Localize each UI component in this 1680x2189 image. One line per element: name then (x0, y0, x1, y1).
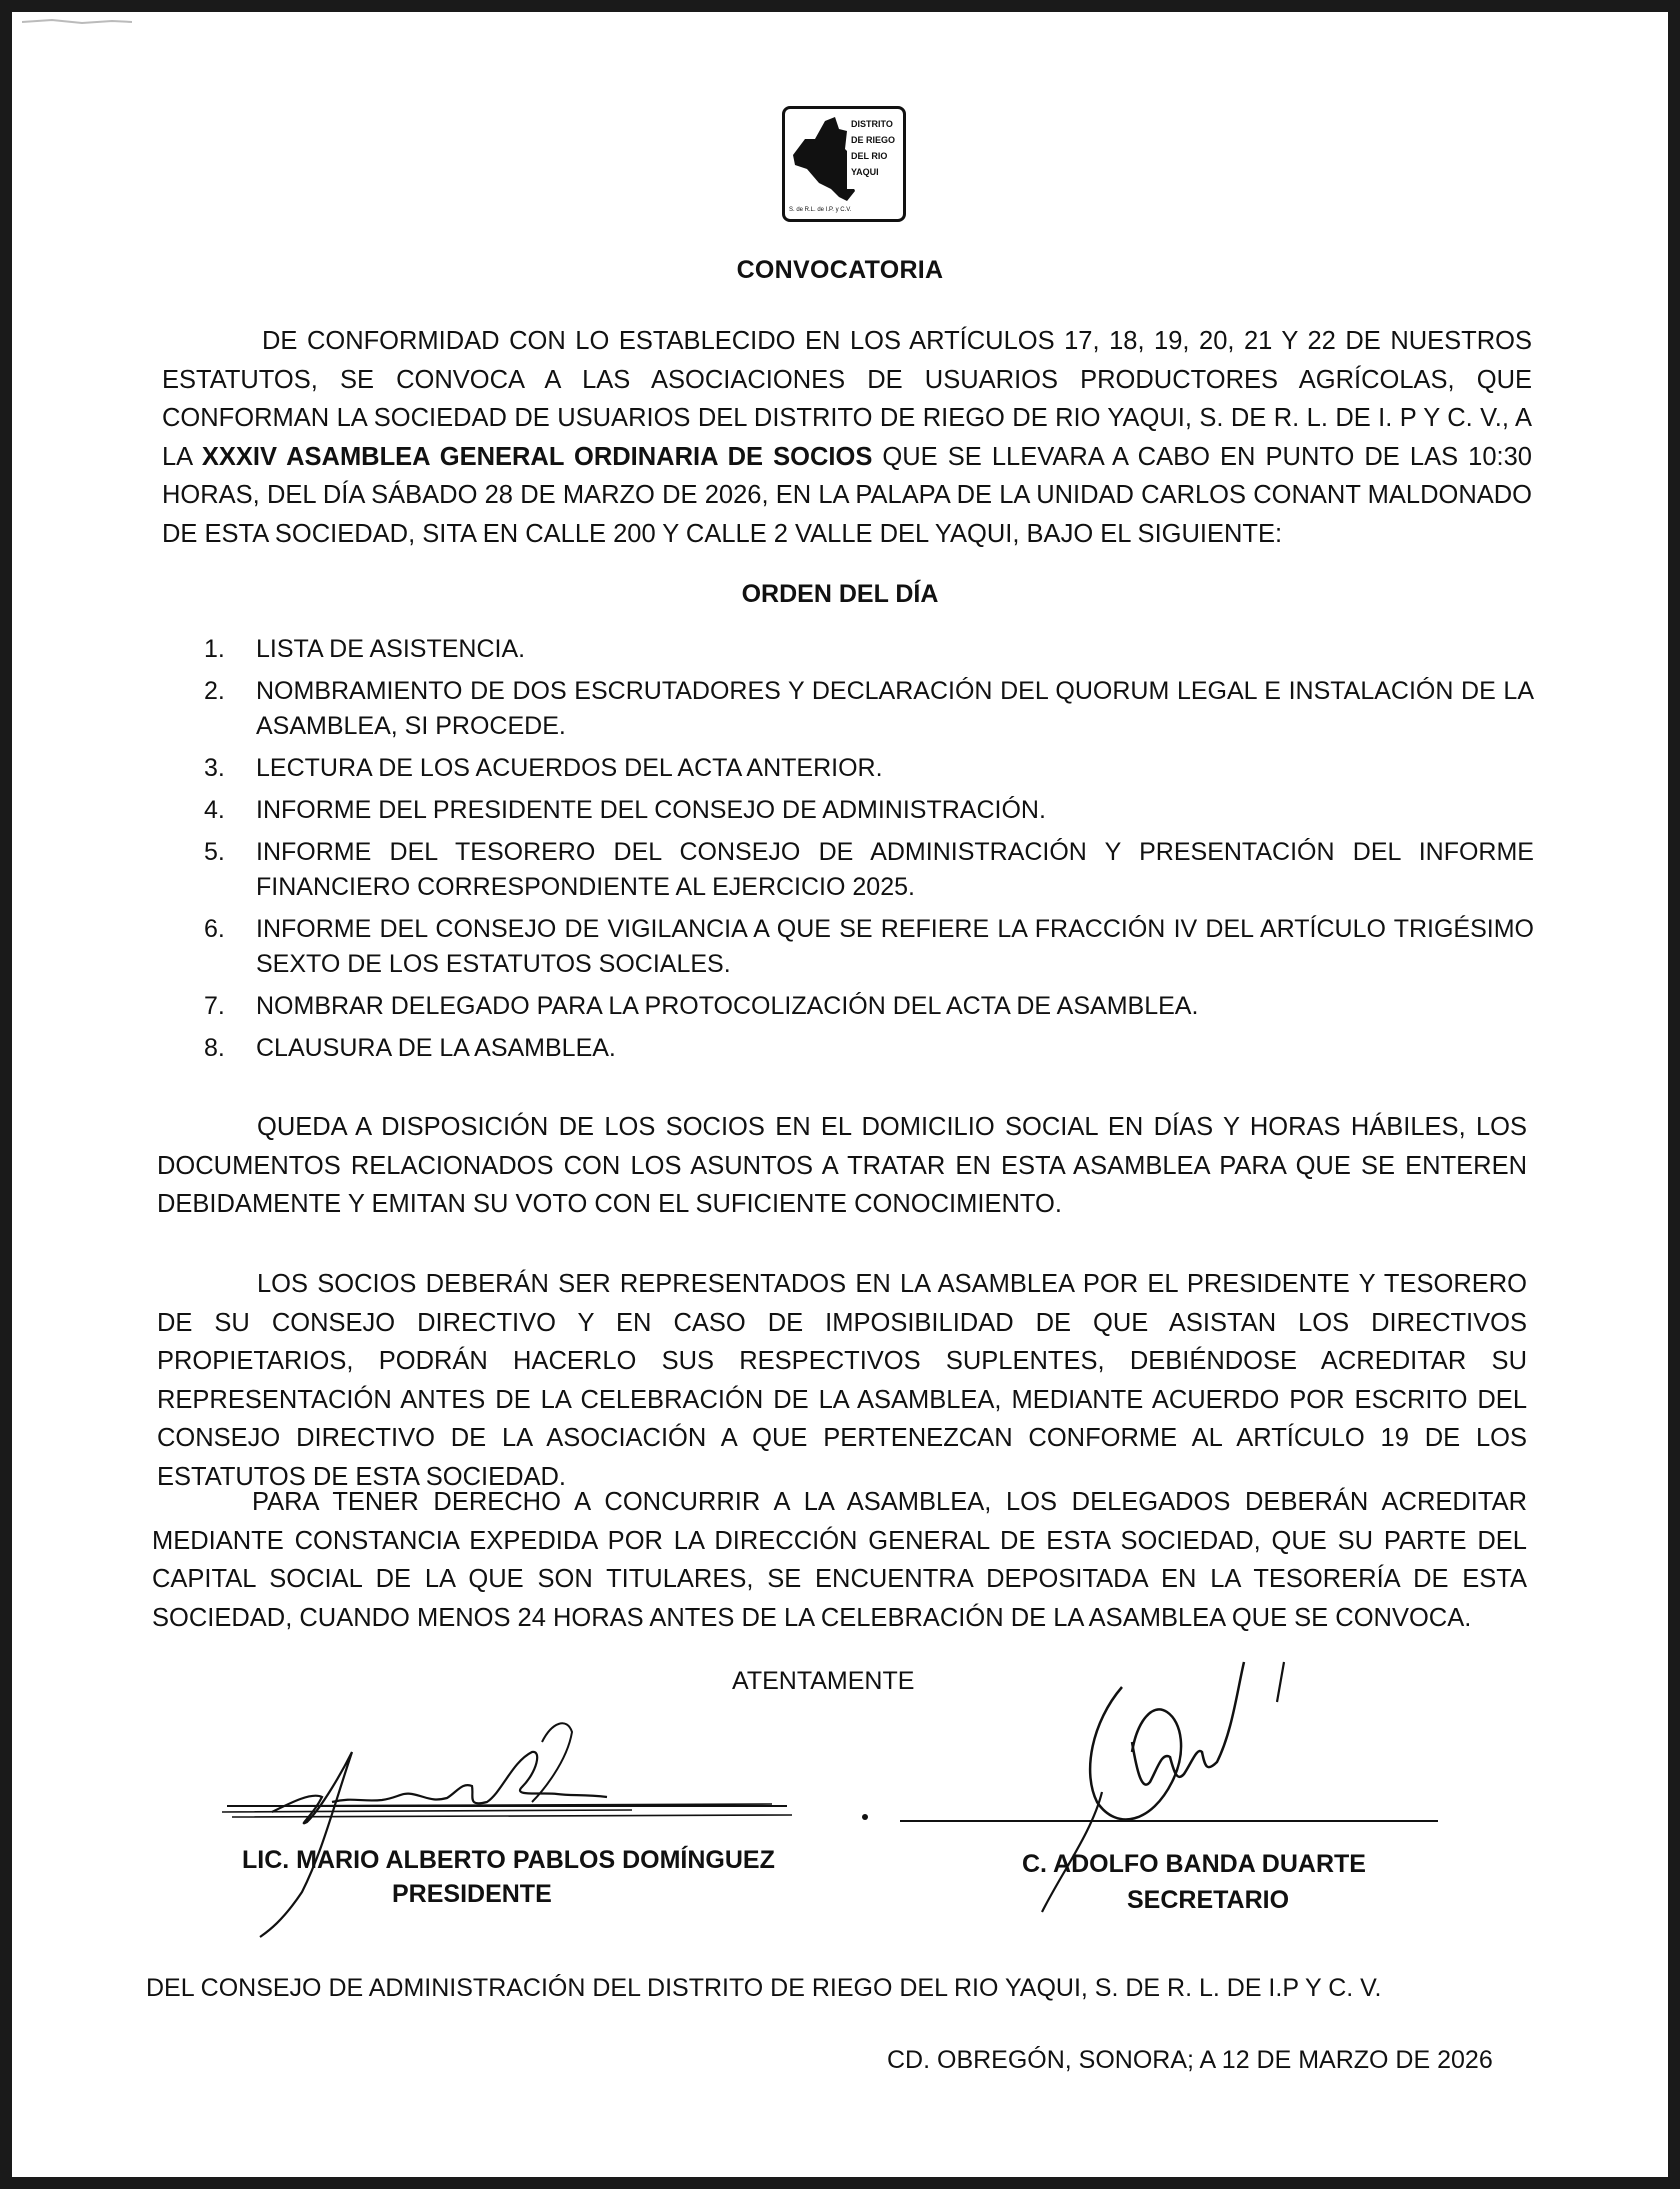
agenda-item-number: 8. (204, 1034, 225, 1062)
agenda-item (204, 912, 1534, 982)
agenda-item-text: LISTA DE ASISTENCIA. (256, 635, 526, 663)
agenda-item-number: 2. (204, 677, 225, 705)
agenda-item-number: 7. (204, 992, 225, 1020)
separator-dot (862, 1814, 868, 1820)
agenda-item (204, 835, 1534, 905)
agenda-item-text: INFORME DEL TESORERO DEL CONSEJO DE ADMINISTRACIÓN Y PRESENTACIÓN DEL INFORME FINANCIERO CORRESPONDIENTE AL EJERCICIO 2025. (256, 838, 1534, 901)
paragraph-text: QUEDA A DISPOSICIÓN DE LOS SOCIOS EN EL DOMICILIO SOCIAL EN DÍAS Y HORAS HÁBILES, LOS DOCUMENTOS RELACIONADOS CON LOS ASUNTOS A TRATAR EN ESTA ASAMBLEA PARA QUE SE ENTEREN DEBIDAMENTE Y EMITAN SU VOTO CON EL SUFICIENTE CONOCIMIENTO. (157, 1113, 1527, 1218)
agenda-item-number: 4. (204, 796, 225, 824)
logo-line-2: DE RIEGO (851, 135, 896, 145)
agenda-item-text: INFORME DEL CONSEJO DE VIGILANCIA A QUE SE REFIERE LA FRACCIÓN IV DEL ARTÍCULO TRIGÉSIMO SEXTO DE LOS ESTATUTOS SOCIALES. (256, 915, 1534, 978)
document-title: CONVOCATORIA (736, 256, 944, 284)
logo-caption: S. de R.L. de I.P. y C.V. (789, 207, 852, 213)
agenda-item-text: NOMBRAR DELEGADO PARA LA PROTOCOLIZACIÓN DEL ACTA DE ASAMBLEA. (256, 992, 1199, 1020)
assembly-name: XXXIV ASAMBLEA GENERAL ORDINARIA DE SOCIOS (201, 442, 873, 471)
logo-line-1: DISTRITO (851, 119, 893, 129)
footer-place-date: CD. OBREGÓN, SONORA; A 12 DE MARZO DE 2026 (887, 2046, 1493, 2074)
intro-text-after: QUE SE LLEVARA A CABO EN PUNTO DE LAS 10:30 HORAS, DEL DÍA SÁBADO 28 DE MARZO DE 2026, EN LA PALAPA DE LA UNIDAD CARLOS CONANT MALDONADO DE ESTA SOCIEDAD, SITA EN CALLE 200 Y CALLE 2 VALLE DEL YAQUI, BAJO EL SIGUIENTE: (162, 442, 1532, 548)
document-page (12, 12, 1668, 2177)
secretary-signature (1022, 1642, 1322, 1922)
agenda-item (204, 989, 1534, 1024)
president-title: PRESIDENTE (392, 1880, 552, 1908)
president-name: LIC. MARIO ALBERTO PABLOS DOMÍNGUEZ (242, 1846, 775, 1874)
agenda-item (204, 674, 1534, 744)
intro-text-before: DE CONFORMIDAD CON LO ESTABLECIDO EN LOS ARTÍCULOS 17, 18, 19, 20, 21 Y 22 DE NUESTROS ESTATUTOS, SE CONVOCA A LAS ASOCIACIONES DE USUARIOS PRODUCTORES AGRÍCOLAS, QUE CONFORMAN LA SOCIEDAD DE USUARIOS DEL DISTRITO DE RIEGO DE RIO YAQUI, S. DE R. L. DE I. P Y C. V., A LA (162, 327, 1532, 471)
secretary-name: C. ADOLFO BANDA DUARTE (1022, 1850, 1366, 1878)
agenda-item-text: INFORME DEL PRESIDENTE DEL CONSEJO DE ADMINISTRACIÓN. (256, 796, 1046, 824)
paragraph-text: LOS SOCIOS DEBERÁN SER REPRESENTADOS EN LA ASAMBLEA POR EL PRESIDENTE Y TESORERO DE SU CONSEJO DIRECTIVO Y EN CASO DE IMPOSIBILIDAD DE QUE ASISTAN LOS DIRECTIVOS PROPIETARIOS, PODRÁN HACERLO SUS RESPECTIVOS SUPLENTES, DEBIÉNDOSE ACREDITAR SU REPRESENTACIÓN ANTES DE LA CELEBRACIÓN DE LA ASAMBLEA, MEDIANTE ACUERDO POR ESCRITO DEL CONSEJO DIRECTIVO DE LA ASOCIACIÓN A QUE PERTENEZCAN CONFORME AL ARTÍCULO 19 DE LOS ESTATUTOS DE ESTA SOCIEDAD. (157, 1270, 1527, 1491)
agenda-item-number: 1. (204, 635, 225, 663)
agenda-item-text: LECTURA DE LOS ACUERDOS DEL ACTA ANTERIOR. (256, 754, 883, 782)
agenda-heading: ORDEN DEL DÍA (741, 580, 939, 608)
agenda-item (204, 793, 1534, 828)
footer-organization: DEL CONSEJO DE ADMINISTRACIÓN DEL DISTRITO DE RIEGO DEL RIO YAQUI, S. DE R. L. DE I.P Y C. V. (146, 1974, 1382, 2002)
secretary-title: SECRETARIO (1127, 1886, 1290, 1914)
agenda-item (204, 751, 1534, 786)
agenda-item-text: CLAUSURA DE LA ASAMBLEA. (256, 1034, 616, 1062)
organization-logo (782, 106, 906, 222)
attendance-requirements-paragraph (152, 1483, 1527, 1637)
closing-salutation: ATENTAMENTE (732, 1667, 915, 1695)
agenda-item (204, 632, 1534, 667)
logo-line-3: DEL RIO (851, 151, 888, 161)
agenda-item-number: 5. (204, 838, 225, 866)
intro-paragraph (162, 322, 1532, 553)
scan-artifact (22, 18, 132, 26)
documents-availability-paragraph (157, 1108, 1527, 1224)
agenda-item (204, 1031, 1534, 1066)
agenda-item-number: 6. (204, 915, 225, 943)
representation-paragraph (157, 1265, 1527, 1496)
logo-line-4: YAQUI (851, 167, 879, 177)
map-emblem-icon (785, 109, 903, 219)
paragraph-text: PARA TENER DERECHO A CONCURRIR A LA ASAMBLEA, LOS DELEGADOS DEBERÁN ACREDITAR MEDIANTE CONSTANCIA EXPEDIDA POR LA DIRECCIÓN GENERAL DE ESTA SOCIEDAD, QUE SU PARTE DEL CAPITAL SOCIAL DE LA QUE SON TITULARES, SE ENCUENTRA DEPOSITADA EN LA TESORERÍA DE ESTA SOCIEDAD, CUANDO MENOS 24 HORAS ANTES DE LA CELEBRACIÓN DE LA ASAMBLEA QUE SE CONVOCA. (152, 1488, 1527, 1632)
agenda-item-text: NOMBRAMIENTO DE DOS ESCRUTADORES Y DECLARACIÓN DEL QUORUM LEGAL E INSTALACIÓN DE LA ASAMBLEA, SI PROCEDE. (256, 677, 1534, 740)
agenda-item-number: 3. (204, 754, 225, 782)
agenda-list (204, 632, 1534, 1073)
